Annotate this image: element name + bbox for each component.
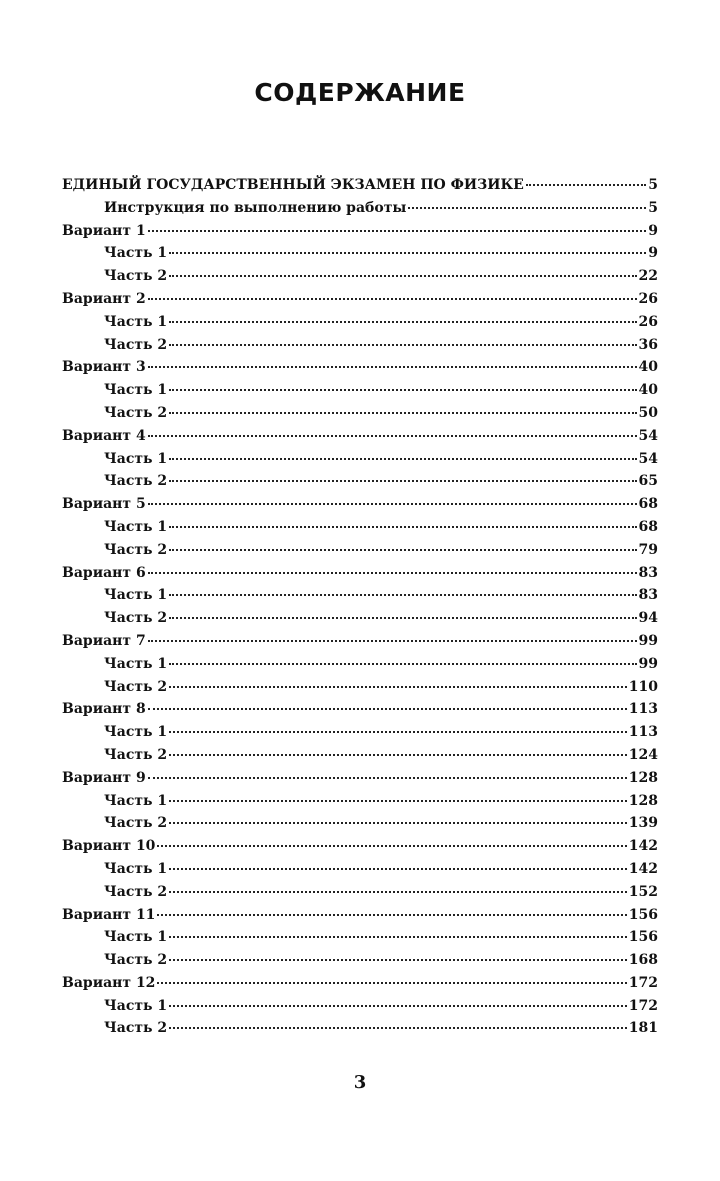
dot-leader: [148, 572, 637, 574]
toc-entry[interactable]: [62, 881, 658, 904]
toc-entry-page: 65: [638, 473, 658, 490]
toc-entry-label: Вариант 8: [62, 701, 146, 718]
toc-entry-page: 36: [638, 336, 658, 353]
toc-entry-page: 156: [628, 929, 658, 946]
toc-entry[interactable]: [62, 356, 658, 379]
dot-leader: [169, 686, 627, 688]
toc-entry-page: 22: [638, 268, 658, 285]
toc-entry-page: 139: [628, 815, 658, 832]
toc-entry[interactable]: [62, 630, 658, 653]
dot-leader: [169, 754, 627, 756]
toc-entry-label: Часть 2: [104, 473, 168, 490]
toc-entry-page: 156: [628, 906, 658, 923]
toc-entry-label: Вариант 11: [62, 906, 156, 923]
toc-entry-page: 168: [628, 952, 658, 969]
toc-entry-page: 142: [628, 838, 658, 855]
toc-entry-page: 99: [638, 632, 658, 649]
toc-entry[interactable]: [62, 721, 658, 744]
dot-leader: [169, 1005, 627, 1007]
dot-leader: [169, 891, 627, 893]
toc-entry[interactable]: [62, 311, 658, 334]
toc-entry-page: 54: [638, 427, 658, 444]
toc-entry-page: 54: [638, 450, 658, 467]
toc-entry-label: Часть 2: [104, 268, 168, 285]
toc-entry[interactable]: [62, 402, 658, 425]
toc-entry-label: Часть 1: [104, 860, 168, 877]
toc-entry[interactable]: [62, 448, 658, 471]
dot-leader: [169, 321, 636, 323]
toc-entry[interactable]: [62, 220, 658, 243]
toc-entry-label: Вариант 5: [62, 496, 146, 513]
toc-entry-page: 68: [638, 518, 658, 535]
toc-entry-label: Часть 1: [104, 450, 168, 467]
toc-entry-label: Часть 1: [104, 724, 168, 741]
toc-entry[interactable]: [62, 1017, 658, 1040]
toc-entry-label: Часть 2: [104, 678, 168, 695]
toc-entry-page: 181: [628, 1020, 658, 1037]
toc-entry[interactable]: [62, 197, 658, 220]
toc-entry-label: Вариант 10: [62, 838, 156, 855]
toc-entry-label: Вариант 12: [62, 974, 156, 991]
toc-entry-page: 99: [638, 655, 658, 672]
dot-leader: [169, 663, 636, 665]
toc-entry[interactable]: [62, 835, 658, 858]
toc-entry[interactable]: [62, 493, 658, 516]
dot-leader: [148, 366, 637, 368]
toc-entry[interactable]: [62, 767, 658, 790]
dot-leader: [169, 344, 636, 346]
toc-entry[interactable]: [62, 812, 658, 835]
toc-entry[interactable]: [62, 174, 658, 197]
toc-entry-page: 113: [628, 701, 658, 718]
toc-entry-label: Часть 2: [104, 952, 168, 969]
toc-entry-page: 9: [648, 222, 658, 239]
toc-entry[interactable]: [62, 698, 658, 721]
toc-entry-label: Часть 1: [104, 382, 168, 399]
toc-entry-label: Часть 2: [104, 746, 168, 763]
toc-entry-label: ЕДИНЫЙ ГОСУДАРСТВЕННЫЙ ЭКЗАМЕН ПО ФИЗИКЕ: [62, 177, 524, 193]
toc-entry[interactable]: [62, 584, 658, 607]
page-title: СОДЕРЖАНИЕ: [254, 78, 466, 107]
dot-leader: [169, 458, 636, 460]
toc-entry-label: Часть 2: [104, 541, 168, 558]
toc-entry-page: 152: [628, 883, 658, 900]
toc-entry-label: Часть 2: [104, 815, 168, 832]
dot-leader: [169, 959, 627, 961]
toc-entry-label: Вариант 1: [62, 222, 146, 239]
dot-leader: [148, 435, 637, 437]
toc-entry-label: Вариант 9: [62, 769, 146, 786]
dot-leader: [169, 868, 627, 870]
dot-leader: [526, 184, 646, 186]
toc-entry-label: Часть 1: [104, 245, 168, 262]
toc-entry-page: 110: [628, 678, 658, 695]
toc-entry-page: 40: [638, 359, 658, 376]
toc-entry-page: 79: [638, 541, 658, 558]
dot-leader: [169, 389, 636, 391]
toc-entry[interactable]: [62, 949, 658, 972]
toc-entry-page: 9: [648, 245, 658, 262]
dot-leader: [169, 731, 627, 733]
toc-entry[interactable]: [62, 562, 658, 585]
toc-entry[interactable]: [62, 425, 658, 448]
toc-entry-label: Часть 2: [104, 336, 168, 353]
toc-entry-page: 94: [638, 610, 658, 627]
toc-entry-label: Часть 1: [104, 792, 168, 809]
toc-entry-label: Вариант 4: [62, 427, 146, 444]
toc-entry[interactable]: [62, 676, 658, 699]
toc-entry[interactable]: [62, 972, 658, 995]
toc-entry-page: 68: [638, 496, 658, 513]
toc-entry-page: 5: [648, 177, 658, 193]
toc-entry-label: Вариант 3: [62, 359, 146, 376]
toc-entry-page: 26: [638, 313, 658, 330]
toc-entry-page: 83: [638, 564, 658, 581]
toc-entry-page: 128: [628, 792, 658, 809]
toc-entry-page: 142: [628, 860, 658, 877]
toc-entry-page: 40: [638, 382, 658, 399]
dot-leader: [169, 936, 627, 938]
dot-leader: [169, 412, 636, 414]
toc-entry[interactable]: [62, 653, 658, 676]
dot-leader: [169, 822, 627, 824]
dot-leader: [169, 252, 646, 254]
toc-entry-label: Вариант 2: [62, 290, 146, 307]
toc-entry-label: Часть 2: [104, 883, 168, 900]
toc-entry[interactable]: [62, 379, 658, 402]
toc-entry-page: 124: [628, 746, 658, 763]
toc-entry-label: Часть 1: [104, 997, 168, 1014]
toc-entry[interactable]: [62, 539, 658, 562]
dot-leader: [169, 549, 636, 551]
table-of-contents: [62, 174, 658, 1040]
dot-leader: [169, 594, 636, 596]
toc-entry-page: 172: [628, 997, 658, 1014]
toc-entry[interactable]: [62, 470, 658, 493]
toc-entry-label: Вариант 6: [62, 564, 146, 581]
toc-entry-page: 128: [628, 769, 658, 786]
toc-entry[interactable]: [62, 858, 658, 881]
toc-entry-label: Часть 2: [104, 404, 168, 421]
toc-entry-label: Часть 1: [104, 518, 168, 535]
toc-entry[interactable]: [62, 334, 658, 357]
toc-entry[interactable]: [62, 242, 658, 265]
toc-entry[interactable]: [62, 265, 658, 288]
toc-entry[interactable]: [62, 607, 658, 630]
toc-entry-page: 5: [648, 199, 658, 216]
toc-entry-page: 83: [638, 587, 658, 604]
toc-entry-page: 172: [628, 974, 658, 991]
dot-leader: [148, 640, 637, 642]
dot-leader: [169, 800, 627, 802]
toc-entry[interactable]: [62, 995, 658, 1018]
toc-entry[interactable]: [62, 516, 658, 539]
toc-entry-page: 26: [638, 290, 658, 307]
dot-leader: [169, 1027, 627, 1029]
dot-leader: [148, 777, 627, 779]
toc-entry-label: Вариант 7: [62, 632, 146, 649]
toc-entry-label: Часть 2: [104, 1020, 168, 1037]
toc-entry-label: Часть 1: [104, 587, 168, 604]
toc-entry-label: Часть 1: [104, 313, 168, 330]
toc-entry[interactable]: [62, 744, 658, 767]
dot-leader: [157, 982, 626, 984]
dot-leader: [169, 617, 636, 619]
dot-leader: [169, 526, 636, 528]
dot-leader: [148, 503, 637, 505]
toc-entry[interactable]: [62, 288, 658, 311]
dot-leader: [148, 230, 647, 232]
dot-leader: [157, 914, 626, 916]
toc-entry-label: Часть 2: [104, 610, 168, 627]
dot-leader: [148, 298, 637, 300]
toc-entry-label: Часть 1: [104, 929, 168, 946]
toc-entry-label: Инструкция по выполнению работы: [104, 199, 407, 216]
dot-leader: [408, 207, 646, 209]
toc-entry-page: 50: [638, 404, 658, 421]
dot-leader: [148, 708, 627, 710]
page-number: 3: [353, 1072, 367, 1093]
dot-leader: [157, 845, 626, 847]
toc-entry-label: Часть 1: [104, 655, 168, 672]
toc-entry[interactable]: [62, 790, 658, 813]
toc-entry-page: 113: [628, 724, 658, 741]
dot-leader: [169, 275, 636, 277]
dot-leader: [169, 480, 636, 482]
toc-entry[interactable]: [62, 904, 658, 927]
toc-entry[interactable]: [62, 926, 658, 949]
